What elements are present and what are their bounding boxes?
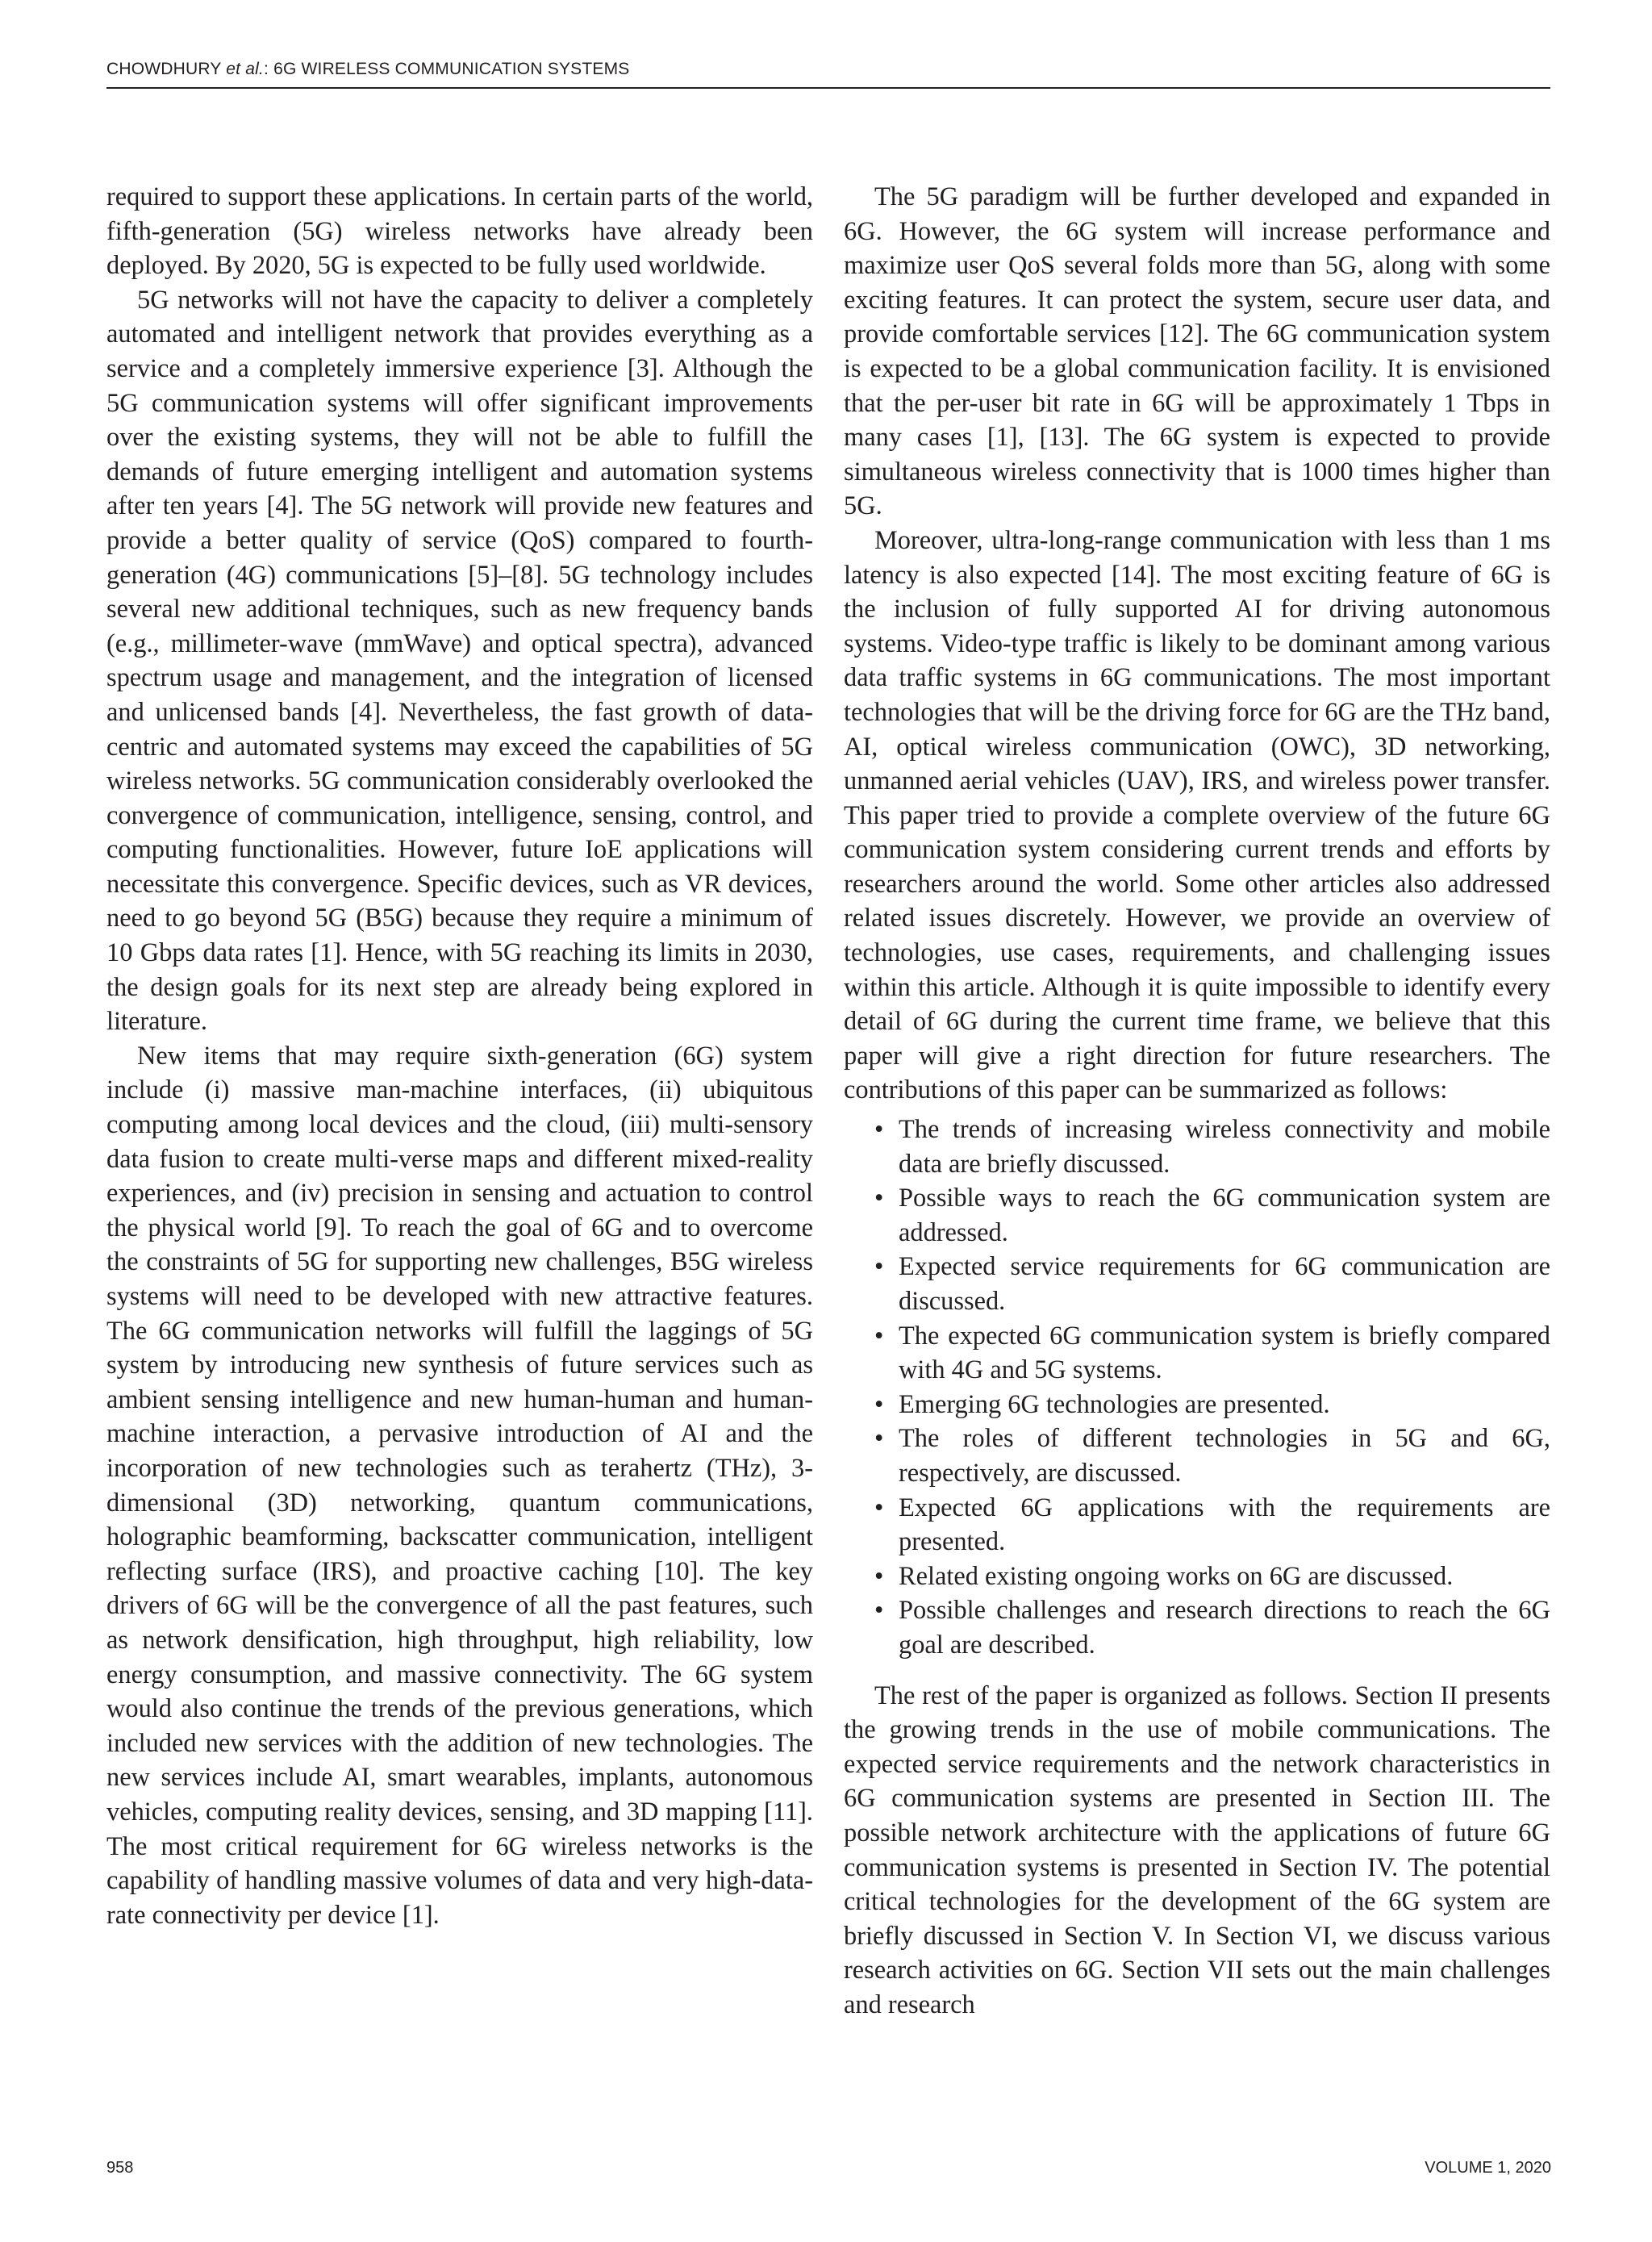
contribution-text: Possible challenges and research directions to reach the 6G goal are described. — [899, 1596, 1550, 1660]
contribution-text: Expected 6G applications with the requirements are presented. — [899, 1493, 1550, 1557]
bullet-icon: • — [874, 1424, 884, 1454]
bullet-icon: • — [874, 1184, 884, 1213]
contribution-item — [844, 1422, 1550, 1490]
contribution-item — [844, 1113, 1550, 1181]
right-column — [844, 180, 1550, 2022]
left-paragraph-1: required to support these applications. In certain parts of the world, fifth-generation (5G) wireless networks have already been deployed. By 2020, 5G is expected to be fully used worldwide. — [106, 182, 813, 281]
contribution-text: The trends of increasing wireless connectivity and mobile data are briefly discussed. — [899, 1115, 1550, 1179]
right-paragraph-1: The 5G paradigm will be further developed and expanded in 6G. However, the 6G system will increase performance and maximize user QoS several folds more than 5G, along with some exciting features. It can protect the system, secure user data, and provide comfortable services [12]. The 6G communication system is expected to be a global communication facility. It is envisioned that the per-user bit rate in 6G will be approximately 1 Tbps in many cases [1], [13]. The 6G system is expected to provide simultaneous wireless connectivity that is 1000 times higher than 5G. — [844, 182, 1550, 521]
header-author: CHOWDHURY — [106, 60, 222, 78]
contribution-item — [844, 1388, 1550, 1422]
contribution-item — [844, 1319, 1550, 1388]
contribution-text: Related existing ongoing works on 6G are discussed. — [899, 1561, 1454, 1591]
right-paragraph-3: The rest of the paper is organized as follows. Section II presents the growing trends in the use of mobile communications. The expected service requirements and the network characteristics in 6G communication systems are presented in Section III. The possible network architecture with the applications of future 6G communication systems is presented in Section IV. The potential critical technologies for the development of the 6G system are briefly discussed in Section V. In Section VI, we discuss various research activities on 6G. Section VII sets out the main challenges and research — [844, 1680, 1550, 2019]
header-etal: et al. — [226, 60, 264, 78]
contribution-item — [844, 1181, 1550, 1250]
right-paragraph-2: Moreover, ultra-long-range communication with less than 1 ms latency is also expected [14]. The most exciting feature of 6G is the inclusion of fully supported AI for driving autonomous systems. Video-type traffic is likely to be dominant among various data traffic systems in 6G communications. The most important technologies that will be the driving force for 6G are the THz band, AI, optical wireless communication (OWC), 3D networking, unmanned aerial vehicles (UAV), IRS, and wireless power transfer. This paper tried to provide a complete overview of the future 6G communication system considering current trends and efforts by researchers around the world. Some other articles also addressed related issues discretely. However, we provide an overview of technologies, use cases, requirements, and challenging issues within this article. Although it is quite impossible to identify every detail of 6G during the current time frame, we believe that this paper will give a right direction for future researchers. The contributions of this paper can be summarized as follows: — [844, 525, 1550, 1105]
contribution-text: The expected 6G communication system is briefly compared with 4G and 5G systems. — [899, 1321, 1550, 1385]
left-paragraph-2: 5G networks will not have the capacity to deliver a completely automated and intelligent network that provides everything as a service and a completely immersive experience [3]. Although the 5G communication systems will offer significant improvements over the existing systems, they will not be able to fulfill the demands of future emerging intelligent and automation systems after ten years [4]. The 5G network will provide new features and provide a better quality of service (QoS) compared to fourth-generation (4G) communications [5]–[8]. 5G technology includes several new additional techniques, such as new frequency bands (e.g., millimeter-wave (mmWave) and optical spectra), advanced spectrum usage and management, and the integration of licensed and unlicensed bands [4]. Nevertheless, the fast growth of data-centric and automated systems may exceed the capabilities of 5G wireless networks. 5G communication considerably overlooked the convergence of communication, intelligence, sensing, control, and computing functionalities. However, future IoE applications will necessitate this convergence. Specific devices, such as VR devices, need to go beyond 5G (B5G) because they require a minimum of 10 Gbps data rates [1]. Hence, with 5G reaching its limits in 2030, the design goals for its next step are already being explored in literature. — [106, 285, 813, 1037]
contribution-text: Expected service requirements for 6G communication are discussed. — [899, 1252, 1550, 1316]
page-number: 958 — [106, 2159, 134, 2177]
contributions-list — [844, 1113, 1550, 1663]
header-title: 6G WIRELESS COMMUNICATION SYSTEMS — [273, 60, 630, 78]
bullet-icon: • — [874, 1252, 884, 1282]
volume-label: VOLUME 1, 2020 — [1425, 2159, 1551, 2177]
bullet-icon: • — [874, 1321, 884, 1351]
contribution-text: The roles of different technologies in 5G and 6G, respectively, are discussed. — [899, 1424, 1550, 1488]
contribution-item — [844, 1250, 1550, 1318]
contribution-text: Emerging 6G technologies are presented. — [899, 1389, 1330, 1419]
bullet-icon: • — [874, 1115, 884, 1145]
bullet-icon: • — [874, 1596, 884, 1626]
contribution-text: Possible ways to reach the 6G communication system are addressed. — [899, 1184, 1550, 1247]
contribution-item — [844, 1559, 1550, 1594]
contribution-item — [844, 1491, 1550, 1559]
bullet-icon: • — [874, 1561, 884, 1591]
bullet-icon: • — [874, 1493, 884, 1522]
bullet-icon: • — [874, 1389, 884, 1419]
header-separator: : — [263, 60, 274, 78]
left-paragraph-3: New items that may require sixth-generation (6G) system include (i) massive man-machine interfaces, (ii) ubiquitous computing among local devices and the cloud, (iii) multi-sensory data fusion to create multi-verse maps and different mixed-reality experiences, and (iv) precision in sensing and actuation to control the physical world [9]. To reach the goal of 6G and to overcome the constraints of 5G for supporting new challenges, B5G wireless systems will need to be developed with new attractive features. The 6G communication networks will fulfill the laggings of 5G system by introducing new synthesis of future services such as ambient sensing intelligence and new human-human and human-machine interaction, a pervasive introduction of AI and the incorporation of new technologies such as terahertz (THz), 3-dimensional (3D) networking, quantum communications, holographic beamforming, backscatter communication, intelligent reflecting surface (IRS), and proactive caching [10]. The key drivers of 6G will be the convergence of all the past features, such as network densification, high throughput, high reliability, low energy consumption, and massive connectivity. The 6G system would also continue the trends of the previous generations, which included new services with the addition of new technologies. The new services include AI, smart wearables, implants, autonomous vehicles, computing reality devices, sensing, and 3D mapping [11]. The most critical requirement for 6G wireless networks is the capability of handling massive volumes of data and very high-data-rate connectivity per device [1]. — [106, 1041, 813, 1930]
left-column — [106, 180, 813, 1932]
contribution-item — [844, 1593, 1550, 1662]
running-head — [106, 60, 1550, 89]
